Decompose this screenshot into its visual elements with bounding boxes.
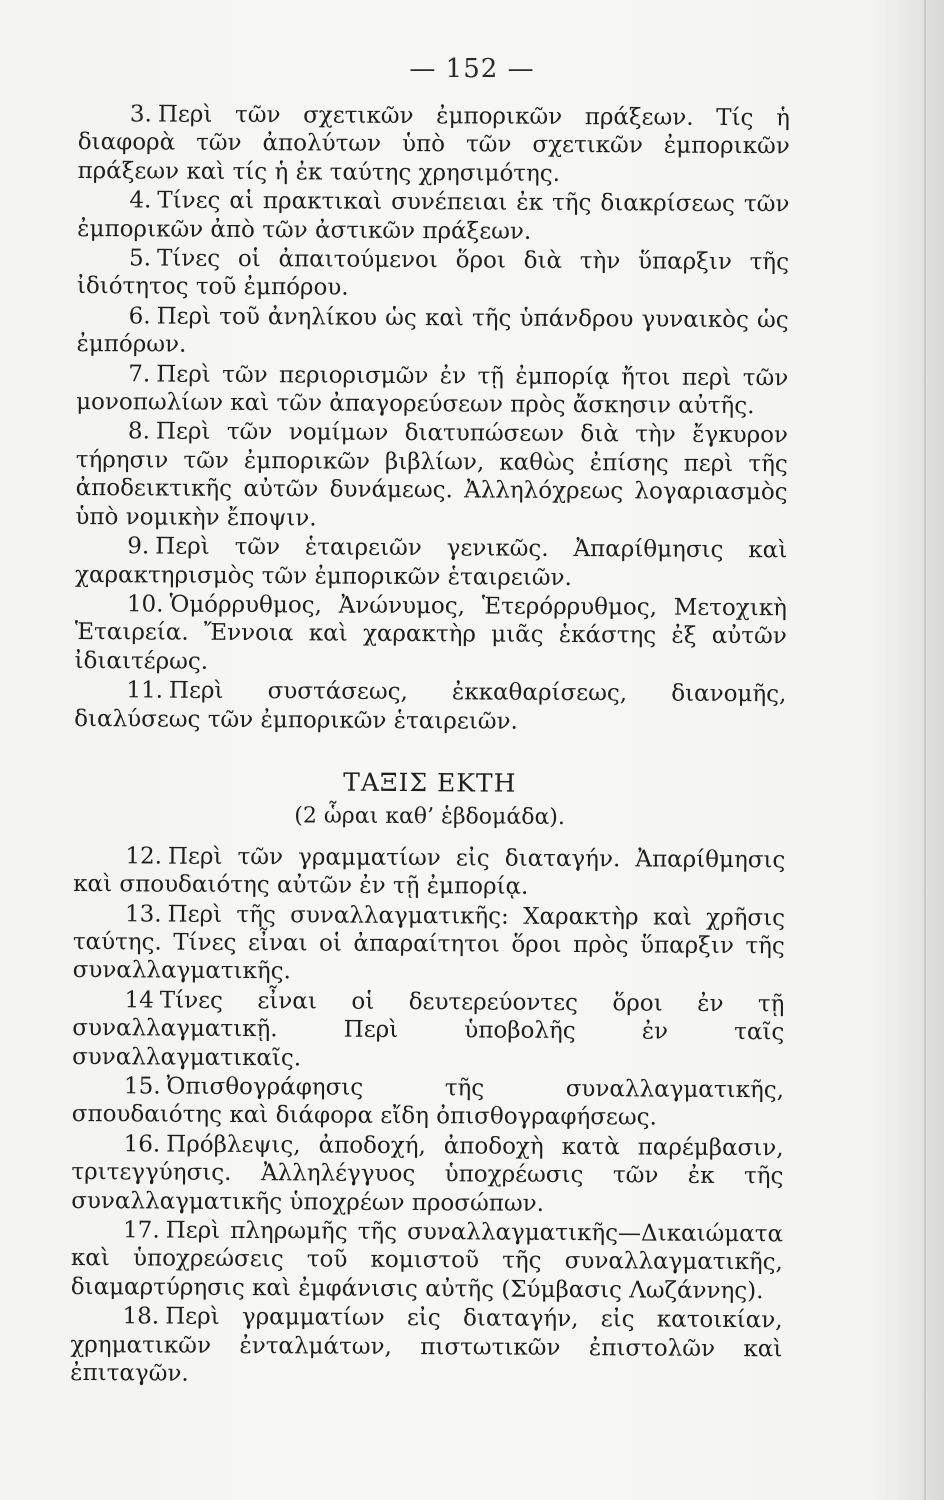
item-text: Τίνες εἶναι οἱ δευτερεύοντες ὅροι ἐν τῇ συναλλαγματικῇ. Περὶ ὑποβολῆς ἐν ταῖς συναλλαγματικαῖς. xyxy=(72,987,785,1071)
page-body xyxy=(70,100,790,1393)
item-text: Περὶ τῆς συναλλαγματικῆς: Χαρακτὴρ καὶ χρῆσις ταύτης. Τίνες εἶναι οἱ ἀπαραίτητοι ὅροι πρὸς ὕπαρξιν τῆς συναλλαγματικῆς. xyxy=(72,901,786,985)
item-text: Περὶ συστάσεως, ἐκκαθαρίσεως, διανομῆς, διαλύσεως τῶν ἐμπορικῶν ἑταιρειῶν. xyxy=(74,677,787,735)
item-number: 8. xyxy=(127,418,151,445)
item-number: 17. xyxy=(123,1217,160,1244)
list-item xyxy=(76,360,788,421)
list-item xyxy=(74,590,787,680)
item-text: Πρόβλεψις, ἀποδοχή, ἀποδοχὴ κατὰ παρέμβασιν, τριτεγγύησις. Ἀλληλέγγυος ὑποχρέωσις τῶν ἐκ τῆς συναλλαγματικῆς ὑποχρέων προσώπων. xyxy=(71,1131,784,1217)
item-number: 6. xyxy=(128,303,151,330)
item-text: Ὁμόρρυθμος, Ἀνώνυμος, Ἑτερόρρυθμος, Μετοχικὴ Ἑταιρεία. Ἔννοια καὶ χαρακτὴρ μιᾶς ἑκάστης ἐξ αὐτῶν ἰδιαιτέρως. xyxy=(74,591,787,675)
item-number: 5. xyxy=(128,245,152,272)
items-list-part1 xyxy=(74,100,790,737)
item-number: 11. xyxy=(126,677,164,704)
list-item xyxy=(76,302,788,363)
list-item xyxy=(72,986,785,1076)
item-number: 15. xyxy=(123,1073,161,1100)
items-list-part2 xyxy=(70,842,785,1392)
list-item xyxy=(75,417,788,535)
section-subtitle: (2 ὧραι καθ’ ἑβδομάδα). xyxy=(294,803,565,831)
list-item xyxy=(70,1302,783,1392)
item-text: Ὀπισθογράφησις τῆς συναλλαγματικῆς, σπουδαιότης καὶ διάφορα εἴδη ὀπισθογραφήσεως. xyxy=(71,1073,785,1131)
item-text: Περὶ τῶν γραμματίων εἰς διαταγήν. Ἀπαρίθμησις καὶ σπουδαιότης αὐτῶν ἐν τῇ ἐμπορίᾳ. xyxy=(73,843,786,900)
list-item xyxy=(72,1072,784,1133)
item-number: 13. xyxy=(124,900,162,928)
item-text: Περὶ τῶν περιορισμῶν ἐν τῇ ἐμπορίᾳ ἤτοι περὶ τῶν μονοπωλίων καὶ τῶν ἀπαγορεύσεων πρὸς ἄσκησιν αὐτῆς. xyxy=(76,361,789,420)
page-gutter-edge xyxy=(924,0,926,1500)
page-number: — 152 — xyxy=(409,54,535,84)
list-item xyxy=(77,244,789,305)
item-number: 14 xyxy=(124,987,154,1014)
list-item xyxy=(74,676,786,737)
list-item xyxy=(73,842,785,903)
item-number: 9. xyxy=(127,533,150,560)
item-text: Περὶ πληρωμῆς τῆς συναλλαγματικῆς—Δικαιώματα καὶ ὑποχρεώσεις τοῦ κομιστοῦ τῆς συναλλαγματικῆς, διαμαρτύρησις καὶ ἐμφάνισις αὐτῆς (Σύμβασις Λωζάννης). xyxy=(70,1217,784,1305)
item-text: Τίνες αἱ πρακτικαὶ συνέπειαι ἐκ τῆς διακρίσεως τῶν ἐμπορικῶν ἀπὸ τῶν ἀστικῶν πράξεων. xyxy=(77,187,790,245)
item-number: 12. xyxy=(125,843,163,870)
list-item xyxy=(71,1130,784,1220)
list-item xyxy=(73,900,786,990)
list-item xyxy=(75,532,787,593)
item-number: 3. xyxy=(129,101,152,128)
item-number: 10. xyxy=(126,591,164,618)
item-number: 18. xyxy=(122,1303,160,1330)
item-number: 7. xyxy=(128,360,151,388)
item-text: Τίνες οἱ ἀπαιτούμενοι ὅροι διὰ τὴν ὕπαρξιν τῆς ἰδιότητος τοῦ ἐμπόρου. xyxy=(76,245,790,302)
item-number: 16. xyxy=(123,1131,161,1158)
list-item xyxy=(77,100,790,190)
item-text: Περὶ τοῦ ἀνηλίκου ὡς καὶ τῆς ὑπάνδρου γυναικὸς ὡς ἐμπόρων. xyxy=(76,303,789,358)
section-title: ΤΑΞΙΣ ΕΚΤΗ xyxy=(343,767,517,798)
list-item xyxy=(71,1216,784,1306)
item-text: Περὶ τῶν σχετικῶν ἐμπορικῶν πράξεων. Τίς ἡ διαφορὰ τῶν ἀπολύτων ὑπὸ τῶν σχετικῶν ἐμπορικῶν πράξεων καὶ τίς ἡ ἐκ ταύτης χρησιμότης. xyxy=(77,101,790,187)
list-item xyxy=(77,186,789,247)
item-text: Περὶ τῶν ἑταιρειῶν γενικῶς. Ἀπαρίθμησις καὶ χαρακτηρισμὸς τῶν ἐμπορικῶν ἑταιρειῶν. xyxy=(75,533,788,591)
item-number: 4. xyxy=(129,187,152,214)
item-text: Περὶ τῶν νομίμων διατυπώσεων διὰ τὴν ἔγκυρον τήρησιν τῶν ἐμπορικῶν βιβλίων, καθὼς ἐπίσης περὶ τῆς ἀποδεικτικῆς αὐτῶν δυνάμεως. Ἀλληλόχρεως λογαριασμὸς ὑπὸ νομικὴν ἔποψιν. xyxy=(75,418,789,532)
item-text: Περὶ γραμματίων εἰς διαταγήν, εἰς κατοικίαν, χρηματικῶν ἐνταλμάτων, πιστωτικῶν ἐπιστολῶν καὶ ἐπιταγῶν. xyxy=(70,1303,783,1387)
